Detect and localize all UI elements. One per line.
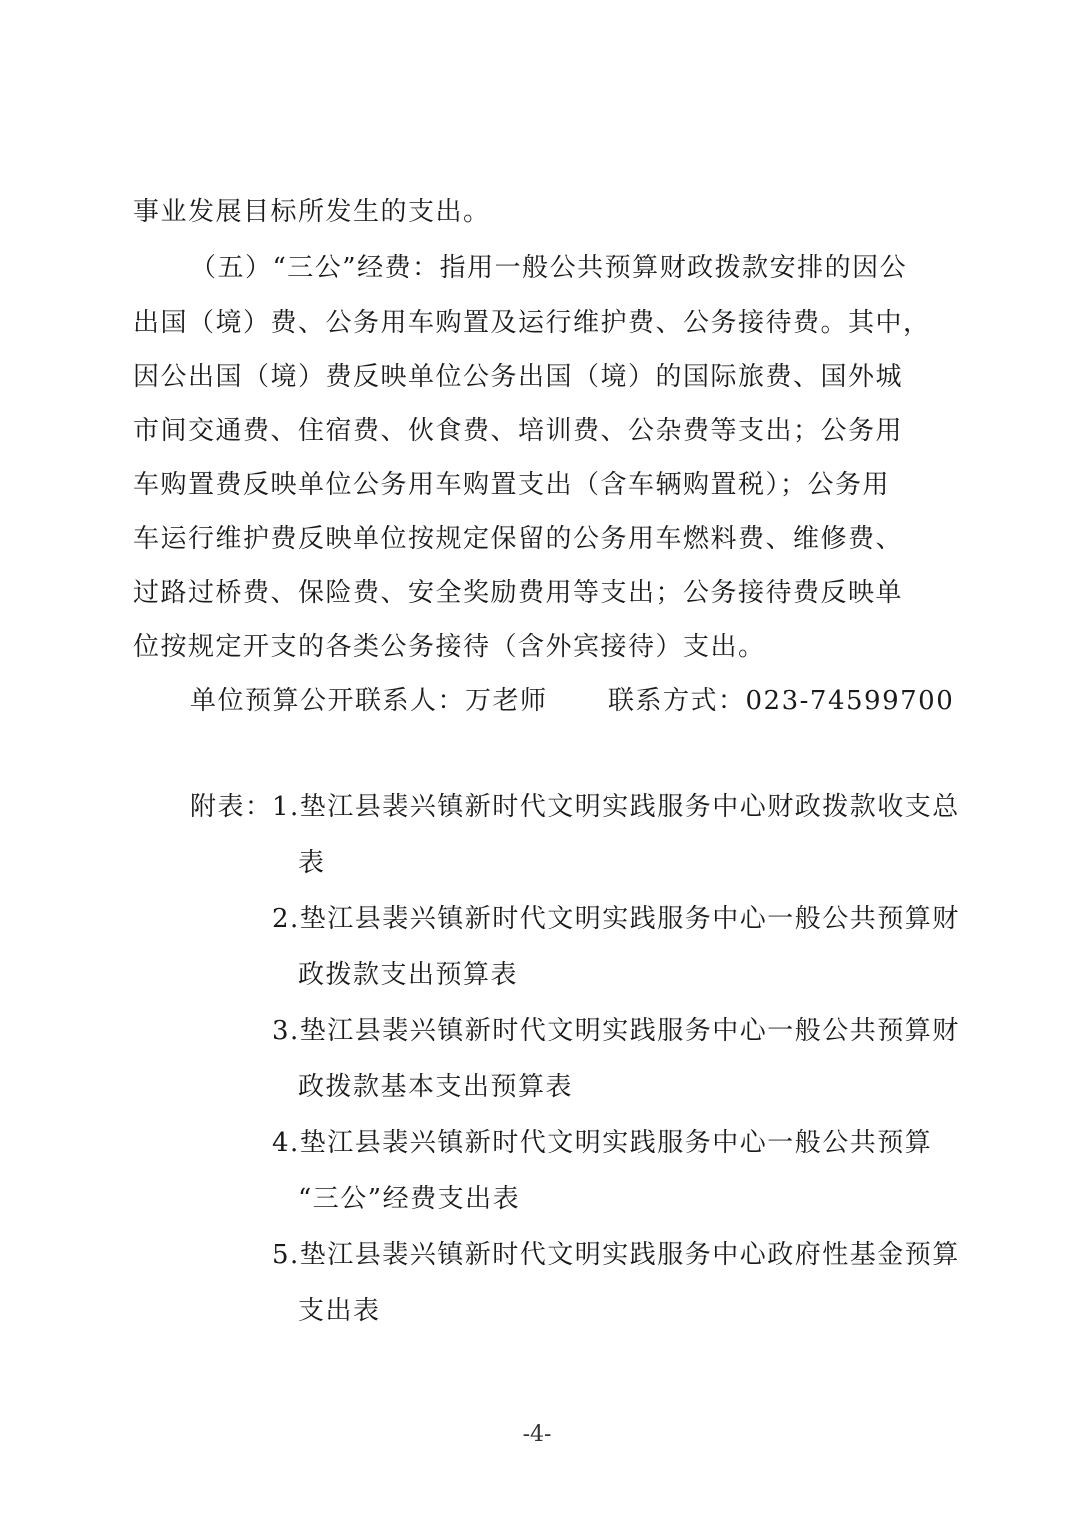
sangong-line-5: 车购置费反映单位公务用车购置支出（含车辆购置税）；公务用 (133, 470, 891, 500)
sangong-line-1: （五）“三公”经费：指用一般公共预算财政拨款安排的因公 (190, 253, 908, 283)
page-number: -4- (522, 1422, 552, 1447)
sangong-line-2: 出国（境）费、公务用车购置及运行维护费、公务接待费。其中， (133, 308, 931, 338)
contact-phone: 联系方式：023-74599700 (608, 686, 955, 716)
sangong-line-6: 车运行维护费反映单位按规定保留的公务用车燃料费、维修费、 (133, 524, 904, 554)
paragraph-end-line: 事业发展目标所发生的支出。 (133, 197, 491, 227)
contact-line (190, 681, 955, 721)
sangong-line-4: 市间交通费、住宿费、伙食费、培训费、公杂费等支出；公务用 (133, 416, 904, 446)
attachment-4-line1: 4.垫江县裴兴镇新时代文明实践服务中心一般公共预算 (272, 1128, 933, 1158)
sangong-line-8: 位按规定开支的各类公务接待（含外宾接待）支出。 (133, 632, 766, 662)
sangong-line-3: 因公出国（境）费反映单位公务出国（境）的国际旅费、国外城 (133, 362, 904, 392)
attachments-label: 附表： (190, 792, 273, 822)
contact-person: 单位预算公开联系人：万老师 (190, 686, 548, 716)
attachment-2-line2: 政拨款支出预算表 (298, 960, 519, 990)
attachment-4-line2: “三公”经费支出表 (298, 1184, 521, 1214)
attachment-5-line2: 支出表 (298, 1296, 381, 1326)
attachment-5-line1: 5.垫江县裴兴镇新时代文明实践服务中心政府性基金预算 (272, 1240, 960, 1270)
attachment-3-line2: 政拨款基本支出预算表 (298, 1072, 574, 1102)
attachment-1-line1: 1.垫江县裴兴镇新时代文明实践服务中心财政拨款收支总 (272, 792, 960, 822)
attachment-3-line1: 3.垫江县裴兴镇新时代文明实践服务中心一般公共预算财 (272, 1016, 960, 1046)
attachment-1-line2: 表 (298, 848, 326, 878)
attachment-2-line1: 2.垫江县裴兴镇新时代文明实践服务中心一般公共预算财 (272, 904, 960, 934)
sangong-line-7: 过路过桥费、保险费、安全奖励费用等支出；公务接待费反映单 (133, 578, 904, 608)
